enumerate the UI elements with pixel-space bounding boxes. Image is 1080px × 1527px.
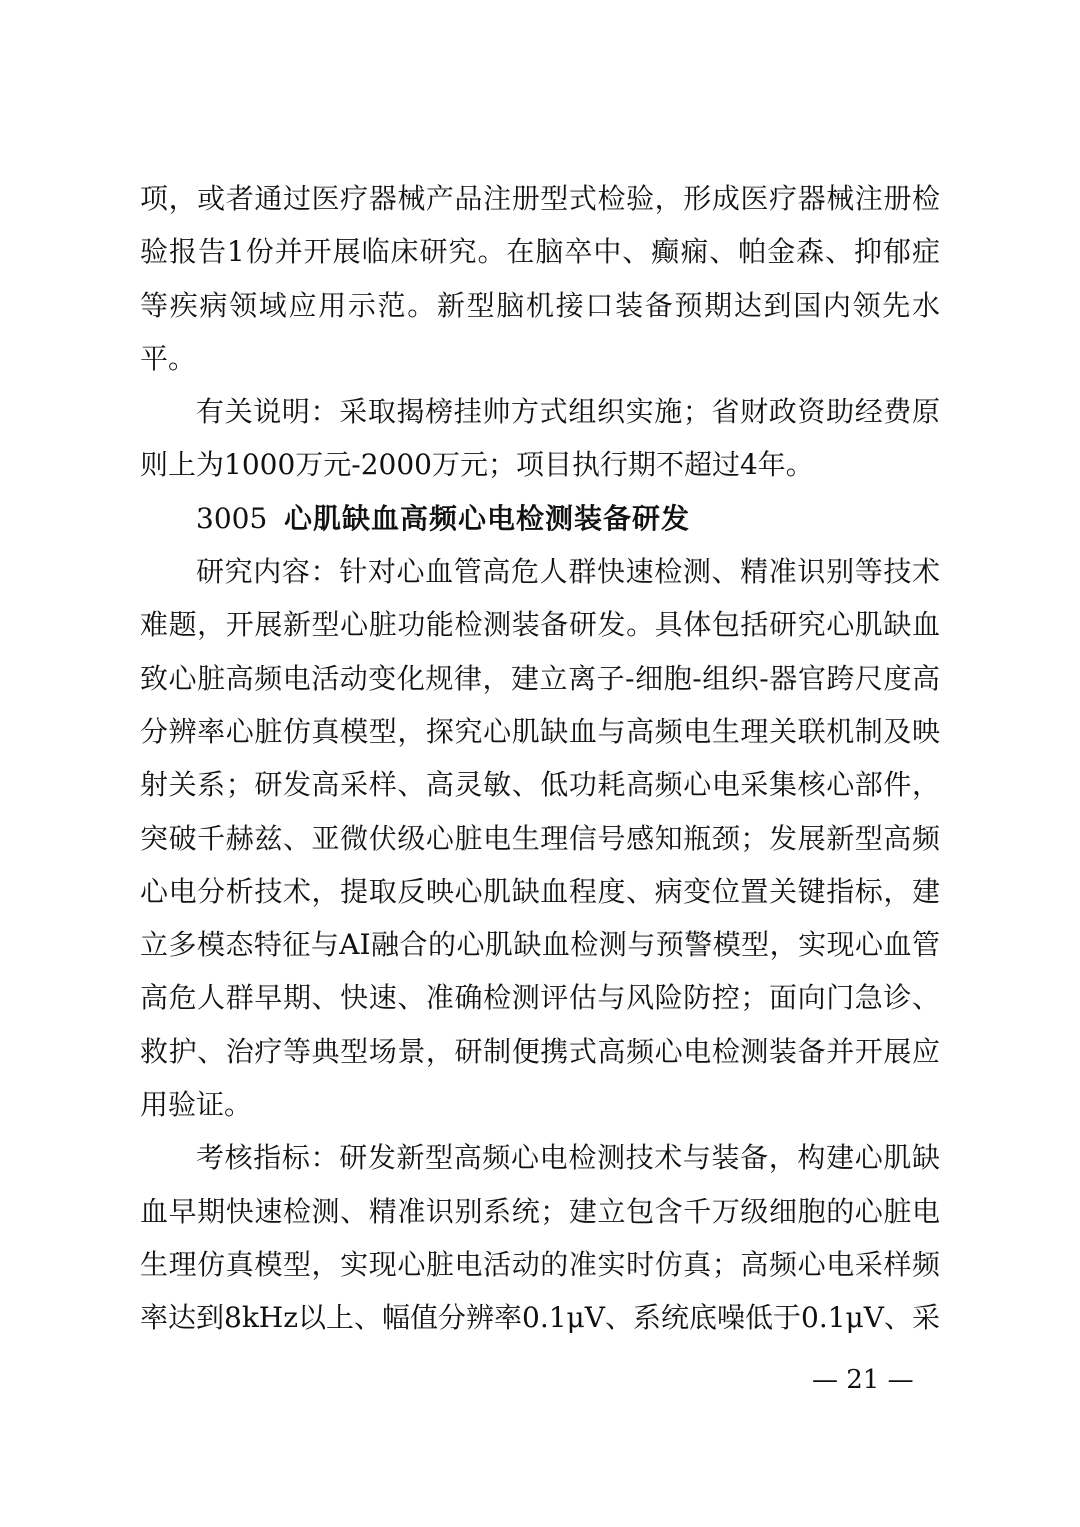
text-line: 平。 [140,341,197,375]
text-line: 难题，开展新型心脏功能检测装备研发。具体包括研究心肌缺血 [140,608,940,642]
paragraph-continuation [140,172,940,385]
section-title: 心肌缺血高频心电检测装备研发 [284,501,691,535]
text-line: 立多模态特征与AI融合的心肌缺血检测与预警模型，实现心血管 [140,928,940,962]
text-line: 考核指标：研发新型高频心电检测技术与装备，构建心肌缺 [196,1141,940,1175]
text-line: 高危人群早期、快速、准确检测评估与风险防控；面向门急诊、 [140,981,940,1015]
text-line: 血早期快速检测、精准识别系统；建立包含千万级细胞的心脏电 [140,1194,940,1228]
text-line: 研究内容：针对心血管高危人群快速检测、精准识别等技术 [196,555,940,589]
text-line: 心电分析技术，提取反映心肌缺血程度、病变位置关键指标，建 [140,874,940,908]
text-line: 则上为1000万元-2000万元；项目执行期不超过4年。 [140,448,814,482]
text-line: 致心脏高频电活动变化规律，建立离子-细胞-组织-器官跨尺度高 [140,661,940,695]
text-line: 生理仿真模型，实现心脏电活动的准实时仿真；高频心电采样频 [140,1247,940,1281]
section-heading [140,492,940,545]
text-line: 验报告1份并开展临床研究。在脑卒中、癫痫、帕金森、抑郁症 [140,235,940,269]
paragraph-research-content [140,545,940,1131]
section-number: 3005 [196,501,268,535]
text-line: 项，或者通过医疗器械产品注册型式检验，形成医疗器械注册检 [140,182,940,215]
page-number: — 21 — [812,1365,914,1395]
text-line: 分辨率心脏仿真模型，探究心肌缺血与高频电生理关联机制及映 [140,714,940,748]
text-line: 突破千赫兹、亚微伏级心脏电生理信号感知瓶颈；发展新型高频 [140,821,940,855]
text-line: 救护、治疗等典型场景，研制便携式高频心电检测装备并开展应 [140,1034,940,1068]
text-line: 等疾病领域应用示范。新型脑机接口装备预期达到国内领先水 [140,288,940,322]
text-line: 率达到8kHz以上、幅值分辨率0.1μV、系统底噪低于0.1μV、采 [140,1301,940,1335]
text-line: 射关系；研发高采样、高灵敏、低功耗高频心电采集核心部件， [140,768,940,802]
text-line: 用验证。 [140,1088,253,1122]
paragraph-assessment-indicators [140,1131,940,1344]
document-body [140,172,940,1345]
paragraph-notes [140,385,940,492]
text-line: 有关说明：采取揭榜挂帅方式组织实施；省财政资助经费原 [196,395,940,429]
